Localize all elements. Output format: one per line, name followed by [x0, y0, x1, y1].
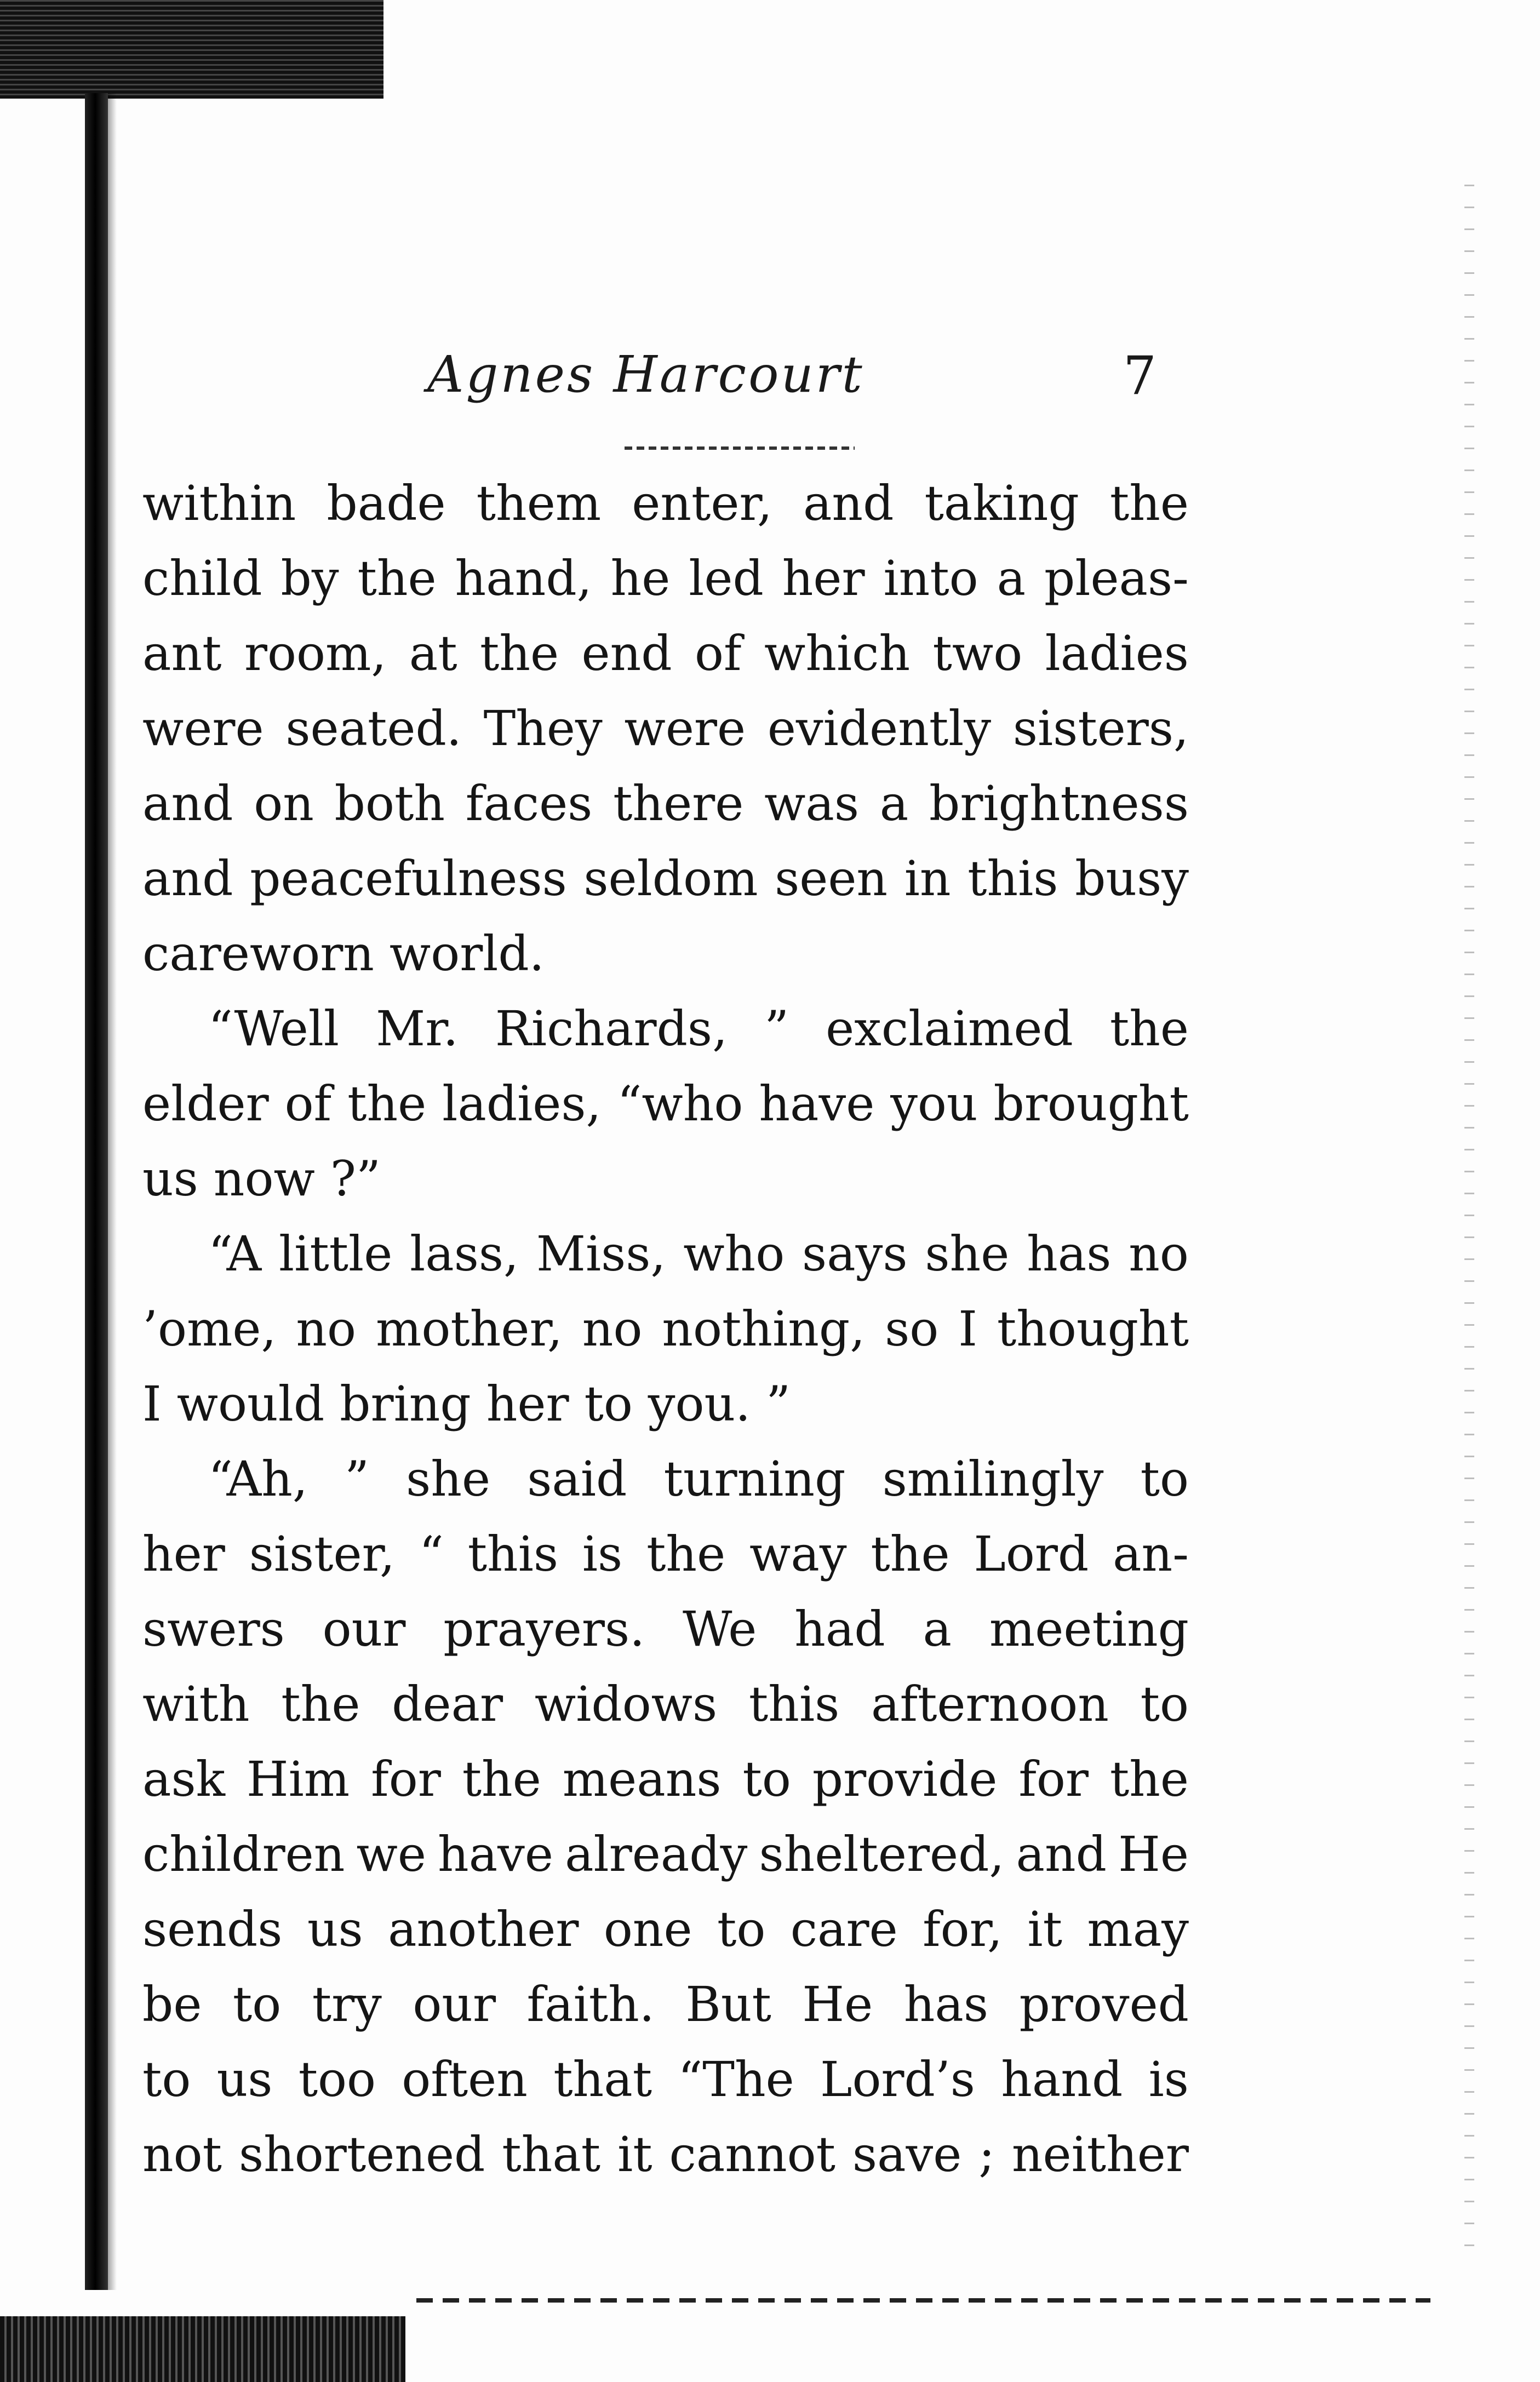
page-edge-speckle: [1464, 164, 1474, 2246]
text-line: “A little lass, Miss, who says she has no: [208, 1226, 1189, 1282]
text-line: “Ah, ” she said turning smilingly to: [208, 1451, 1189, 1507]
spine-shadow: [108, 93, 117, 2290]
text-line: ask Him for the means to provide for the: [142, 1751, 1189, 1807]
bottom-rule: [416, 2298, 1430, 2303]
text-line: us now ?”: [142, 1150, 381, 1207]
running-header: [142, 345, 1183, 416]
text-line: not shortened that it cannot save ; neither: [142, 2126, 1189, 2183]
running-title: Agnes Harcourt: [427, 345, 865, 404]
text-line: ant room, at the end of which two ladies: [142, 625, 1189, 682]
text-line: children we have already sheltered, and He: [142, 1826, 1189, 1882]
text-line: within bade them enter, and taking the: [142, 475, 1189, 531]
text-line: be to try our faith. But He has proved: [142, 1976, 1189, 2032]
text-line: careworn world.: [142, 925, 545, 982]
body-text: [142, 466, 1189, 2192]
header-rule: [625, 446, 855, 450]
text-line: her sister, “ this is the way the Lord an-: [142, 1526, 1189, 1582]
page-number: 7: [1123, 345, 1157, 406]
scan-edge-bottom: [0, 2316, 405, 2382]
text-line: swers our prayers. We had a meeting: [142, 1601, 1189, 1657]
book-spine-edge: [85, 93, 108, 2290]
text-line: and peacefulness seldom seen in this busy: [142, 850, 1189, 907]
text-line: sends us another one to care for, it may: [142, 1901, 1189, 1957]
text-line: to us too often that “The Lord’s hand is: [142, 2051, 1189, 2108]
text-line: ’ome, no mother, no nothing, so I thought: [142, 1301, 1189, 1357]
text-line: with the dear widows this afternoon to: [142, 1676, 1189, 1732]
text-line: elder of the ladies, “who have you brought: [142, 1075, 1189, 1132]
scan-edge-top: [0, 0, 383, 99]
text-line: I would bring her to you. ”: [142, 1376, 791, 1432]
text-line: child by the hand, he led her into a pleas-: [142, 550, 1189, 606]
text-line: were seated. They were evidently sisters,: [142, 700, 1189, 757]
text-line: “Well Mr. Richards, ” exclaimed the: [208, 1000, 1189, 1057]
text-line: and on both faces there was a brightness: [142, 775, 1189, 832]
